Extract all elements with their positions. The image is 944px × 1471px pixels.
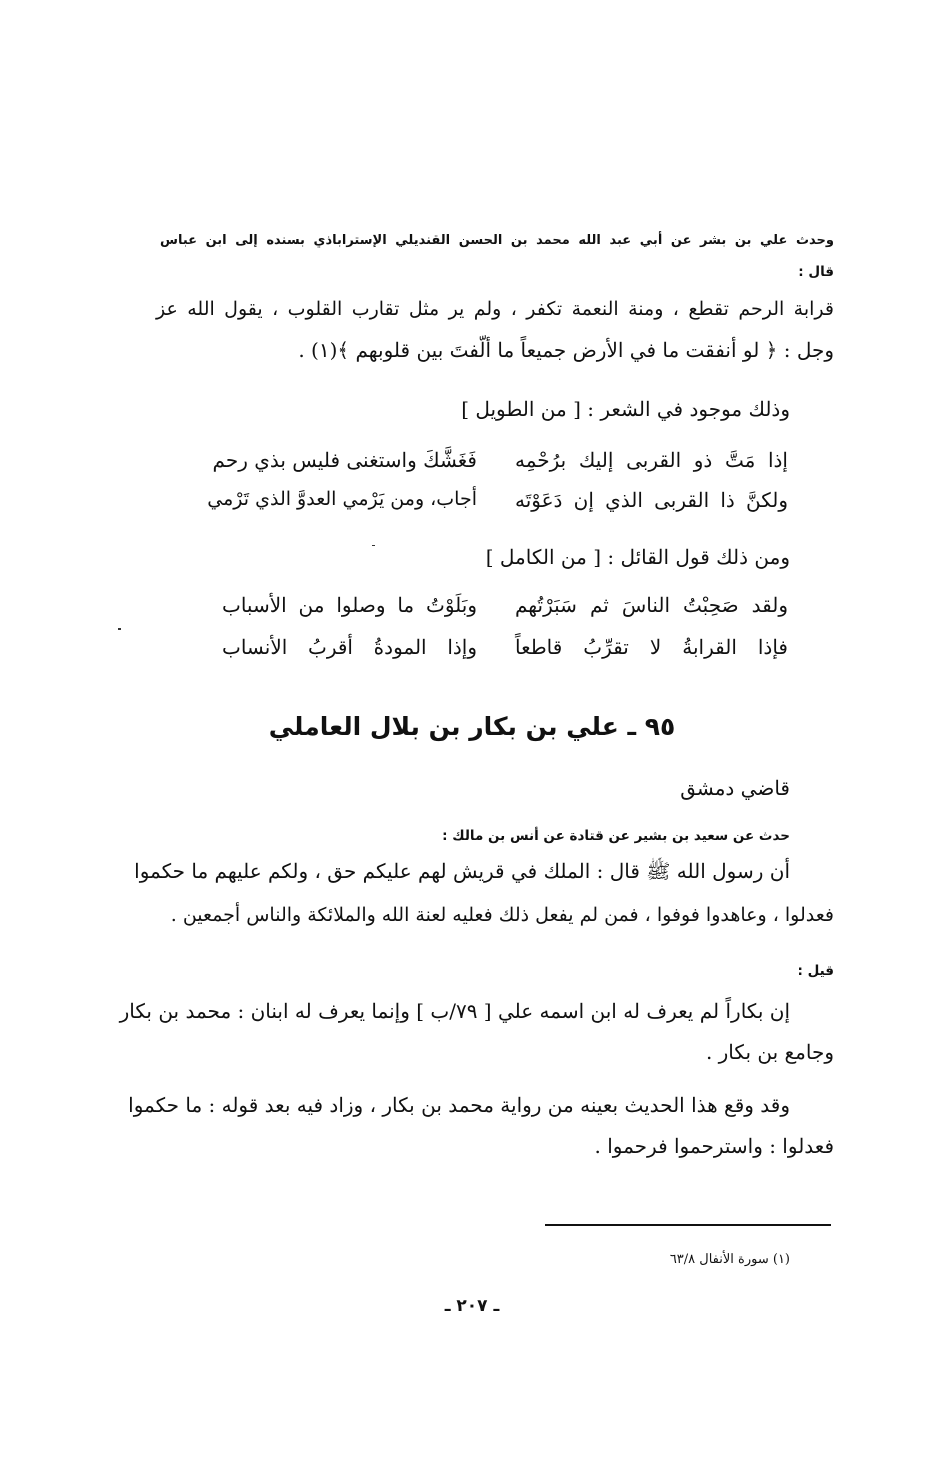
- isnad-chain-qal: قال :: [798, 264, 834, 280]
- final-line: وقد وقع هذا الحديث بعينه من رواية محمد بن بكار ، وزاد فيه بعد قوله : ما حكموا: [128, 1093, 790, 1117]
- entry-heading: ٩٥ ـ علي بن بكار بن بلال العاملي: [268, 712, 676, 741]
- note-line: وجامع بن بكار .: [705, 1040, 834, 1064]
- hadith-line: فعدلوا ، وعاهدوا فوفوا ، فمن لم يفعل ذلك فعليه لعنة الله والملائكة والناس أجمعين .: [170, 904, 834, 926]
- paragraph-line-quran: وجل : ﴿ لو أنفقت ما في الأرض جميعاً ما ألّفتَ بين قلوبهم ﴾(١) .: [298, 338, 834, 362]
- paragraph-line: قرابة الرحم تقطع ، ومنة النعمة تكفر ، ولم ير مثل تقارب القلوب ، يقول الله عز: [156, 298, 834, 320]
- verse-second-hemistich: فَغَشَّكَ واستغنى فليس بذي رحم: [212, 448, 477, 472]
- verse-first-hemistich: إذا مَتَّ ذو القربى إليك برُحْمِه: [515, 448, 788, 472]
- note-line: إن بكاراً لم يعرف له ابن اسمه علي [ ٧٩/ب ] وإنما يعرف له ابنان : محمد بن بكار: [119, 999, 790, 1023]
- footnote: (١) سورة الأنفال ٦٣/٨: [669, 1252, 790, 1267]
- entry-subtitle: قاضي دمشق: [680, 776, 790, 800]
- poem-intro: وذلك موجود في الشعر : [ من الطويل ]: [461, 397, 790, 421]
- qila-label: قيل :: [797, 963, 834, 979]
- poem-intro: ومن ذلك قول القائل : [ من الكامل ]: [485, 545, 790, 569]
- final-line: فعدلوا : واسترحموا فرحموا .: [594, 1134, 834, 1158]
- verse-first-hemistich: فإذا القرابةُ لا تقرِّبُ قاطعاً: [515, 635, 788, 659]
- scan-speck: [118, 628, 121, 630]
- scan-speck: [372, 545, 375, 546]
- verse-second-hemistich: وإذا المودةُ أقربُ الأنساب: [222, 635, 477, 659]
- verse-second-hemistich: أجاب، ومن يَرْمي العدوَّ الذي تَرْمي: [207, 488, 477, 510]
- verse-first-hemistich: ولكنَّ ذا القربى الذي إن دَعَوْتَه: [515, 488, 788, 512]
- footnote-divider: [545, 1224, 831, 1226]
- verse-first-hemistich: ولقد صَحِبْتُ الناسَ ثم سَبَرْتُهم: [515, 593, 788, 617]
- hadith-isnad: حدث عن سعيد بن بشير عن قتادة عن أنس بن مالك :: [442, 828, 790, 844]
- hadith-line: أن رسول الله ﷺ قال : الملك في قريش لهم عليكم حق ، ولكم عليهم ما حكموا: [134, 859, 790, 883]
- verse-second-hemistich: وبَلَوْتُ ما وصلوا من الأسباب: [222, 593, 477, 617]
- page-number: ـ ٢٠٧ ـ: [444, 1296, 500, 1316]
- isnad-chain-line: وحدث علي بن بشر عن أبي عبد الله محمد بن الحسن القنديلي الإستراباذي بسنده إلى ابن عباس: [160, 233, 834, 248]
